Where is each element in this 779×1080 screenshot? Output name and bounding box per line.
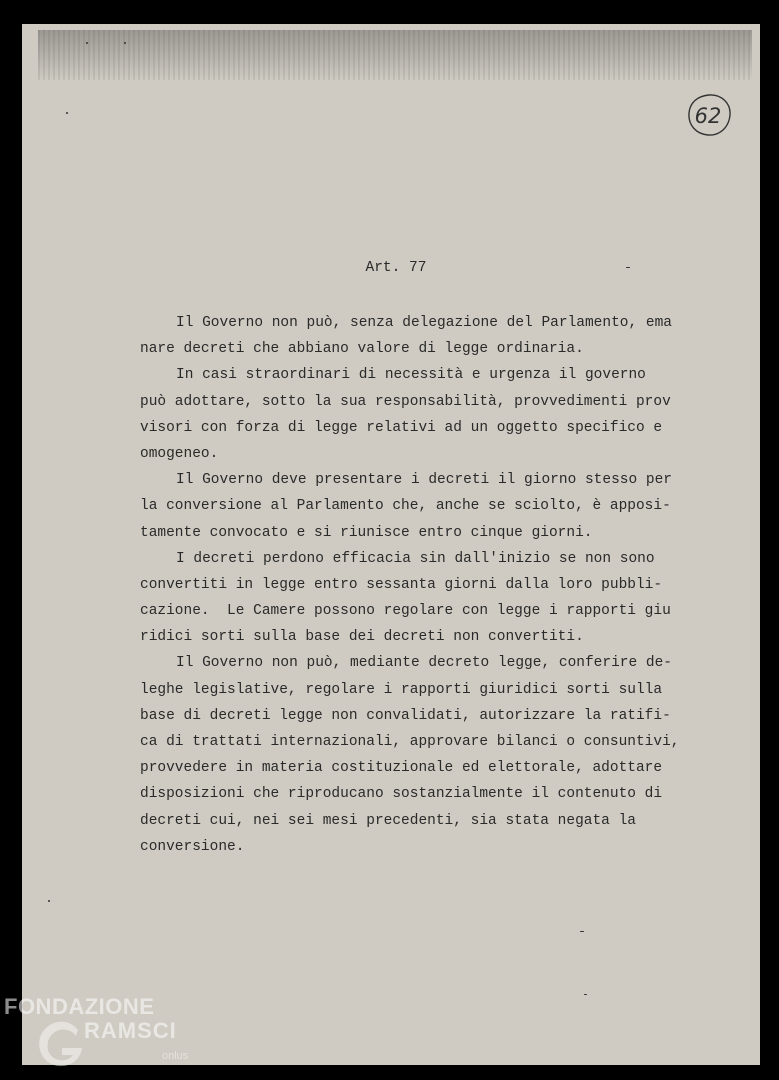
text-line: ridici sorti sulla base dei decreti non convertiti. [140,629,584,646]
scan-speck [580,931,584,932]
scan-speck [66,112,68,114]
text-line: la conversione al Parlamento che, anche se sciolto, è apposi- [140,498,671,515]
scan-speck [584,994,587,995]
text-line: omogeneo. [140,445,219,462]
text-line: Il Governo non può, senza delegazione del Parlamento, ema [176,315,672,331]
text-line: Il Governo non può, mediante decreto legge, conferire de- [176,655,672,672]
scan-shadow-band [38,30,752,80]
document-page [22,24,760,1065]
text-line: In casi straordinari di necessità e urgenza il governo [176,367,646,384]
gramsci-g-logo-icon [32,1016,88,1072]
article-title: Art. 77 [365,260,427,276]
text-line: I decreti perdono efficacia sin dall'inizio se non sono [176,550,655,567]
text-line: conversione. [140,838,245,855]
text-line: disposizioni che riproducano sostanzialmente il contenuto di [140,786,663,803]
fondazione-gramsci-watermark [4,994,194,1078]
watermark-line-1: FONDAZIONE [4,994,155,1019]
scan-speck [124,42,126,44]
text-line: può adottare, sotto la sua responsabilità, provvedimenti prov [140,393,671,410]
text-line: cazione. Le Camere possono regolare con legge i rapporti giu [140,603,671,620]
text-line: provvedere in materia costituzionale ed elettorale, adottare [140,760,663,777]
text-line: nare decreti che abbiano valore di legge ordinaria. [140,341,584,358]
circle-stamp-icon [685,92,733,138]
scan-speck [86,42,88,44]
text-line: base di decreti legge non convalidati, autorizzare la ratifi- [140,707,671,724]
text-line: leghe legislative, regolare i rapporti giuridici sorti sulla [140,681,663,698]
scan-speck [48,900,50,902]
text-line: tamente convocato e si riunisce entro cinque giorni. [140,524,593,541]
watermark-line-2: RAMSCI [84,1018,177,1043]
page-number-text: 62 [694,104,722,128]
text-line: decreti cui, nei sei mesi precedenti, sia stata negata la [140,812,636,829]
article-body [140,310,720,860]
text-line: visori con forza di legge relativi ad un oggetto specifico e [140,419,663,436]
page-number-stamp [685,92,733,138]
watermark-line-3: onlus [162,1050,189,1062]
text-line: convertiti in legge entro sessanta giorni dalla loro pubbli- [140,576,663,593]
text-line: ca di trattati internazionali, approvare bilanci o consuntivi, [140,734,680,750]
text-line: Il Governo deve presentare i decreti il giorno stesso per [176,472,672,489]
